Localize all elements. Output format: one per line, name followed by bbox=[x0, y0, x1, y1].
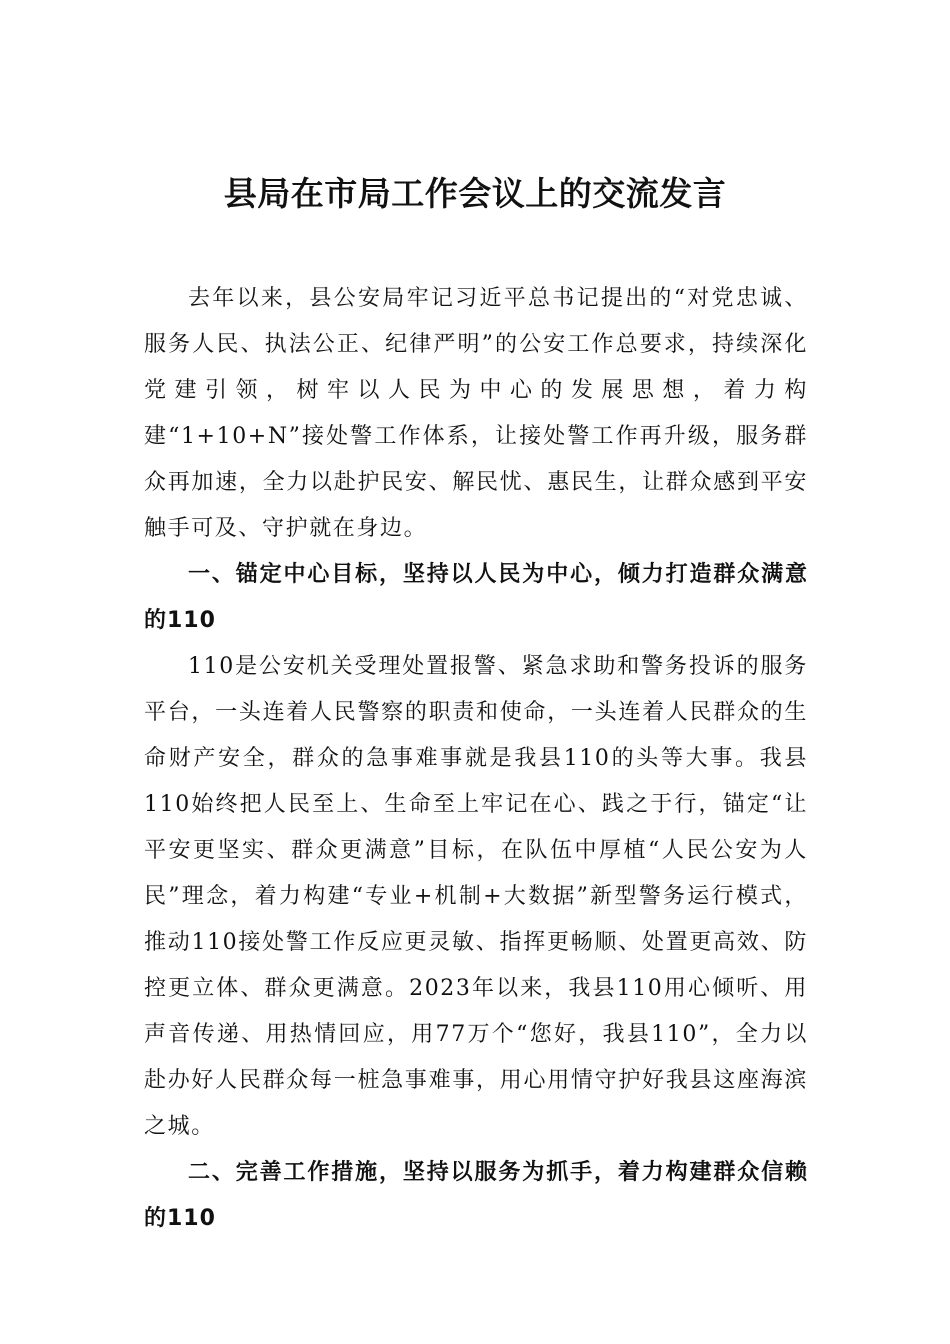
section-1-paragraph: 110是公安机关受理处置报警、紧急求助和警务投诉的服务平台，一头连着人民警察的职责和使命，一头连着人民群众的生命财产安全，群众的急事难事就是我县110的头等大事。我县110始终把人民至上、生命至上牢记在心、践之于行，锚定“让平安更坚实、群众更满意”目标，在队伍中厚植“人民公安为人民”理念，着力构建“专业+机制+大数据”新型警务运行模式，推动110接处警工作反应更灵敏、指挥更畅顺、处置更高效、防控更立体、群众更满意。2023年以来，我县110用心倾听、用声音传递、用热情回应，用77万个“您好，我县110”，全力以赴办好人民群众每一桩急事难事，用心用情守护好我县这座海滨之城。 bbox=[144, 654, 808, 1139]
intro-paragraph: 去年以来，县公安局牢记习近平总书记提出的“对党忠诚、服务人民、执法公正、纪律严明”的公安工作总要求，持续深化党建引领，树牢以人民为中心的发展思想，着力构建“1+10+N”接处警工作体系，让接处警工作再升级，服务群众再加速，全力以赴护民安、解民忧、惠民生，让群众感到平安触手可及、守护就在身边。 bbox=[144, 286, 808, 541]
section-heading-2: 二、完善工作措施，坚持以服务为抓手，着力构建群众信赖的110 bbox=[144, 1160, 808, 1231]
document-title: 县局在市局工作会议上的交流发言 bbox=[223, 174, 727, 213]
document-body bbox=[144, 276, 808, 1242]
section-heading-1: 一、锚定中心目标，坚持以人民为中心，倾力打造群众满意的110 bbox=[144, 562, 808, 633]
